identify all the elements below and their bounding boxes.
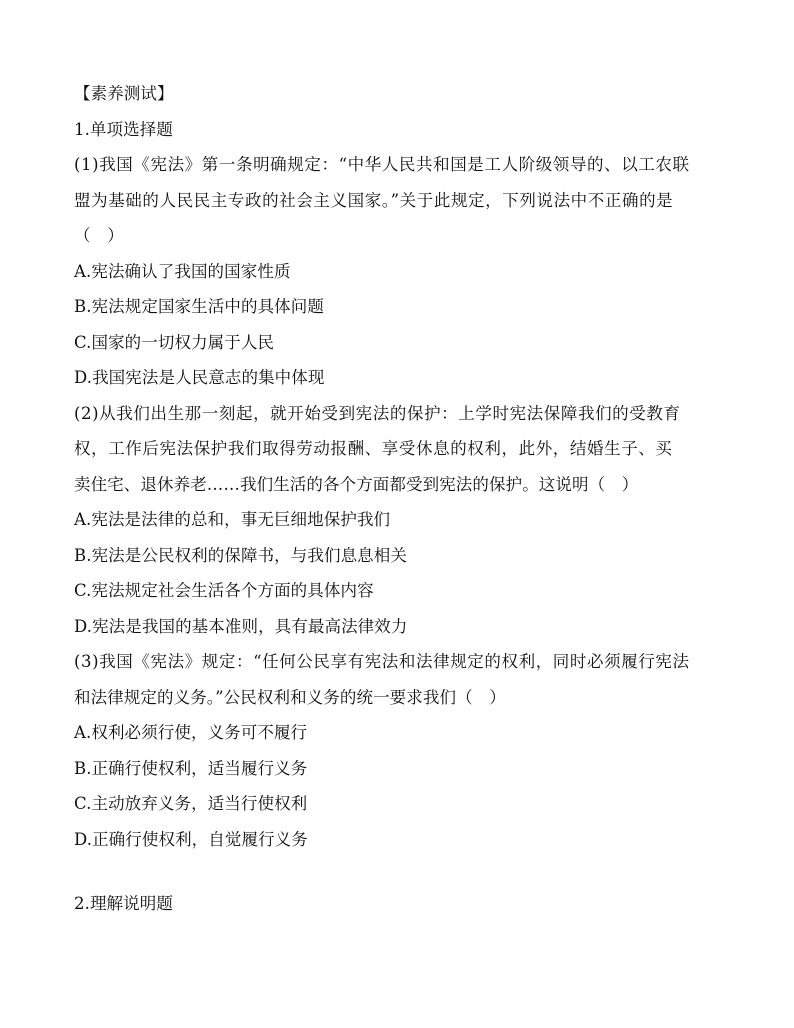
question-1-stem-line-3: （ ） <box>74 226 124 245</box>
question-2-option-b: B.宪法是公民权利的保障书，与我们息息相关 <box>74 545 407 565</box>
question-1-option-a: A.宪法确认了我国的国家性质 <box>74 261 291 281</box>
question-2-stem-line-3: 卖住宅、退休养老……我们生活的各个方面都受到宪法的保护。这说明（ ） <box>74 474 639 494</box>
question-1-option-d: D.我国宪法是人民意志的集中体现 <box>74 368 325 387</box>
question-1 <box>74 147 724 396</box>
question-3-option-d: D.正确行使权利，自觉履行义务 <box>74 829 308 849</box>
question-2-stem-line-2: 权，工作后宪法保护我们取得劳动报酬、享受休息的权利，此外，结婚生子、买 <box>74 439 673 458</box>
question-3 <box>74 644 724 857</box>
question-3-stem-line-2: 和法律规定的义务。”公民权利和义务的统一要求我们（ ） <box>74 687 506 707</box>
question-2-option-c: C.宪法规定社会生活各个方面的具体内容 <box>74 581 374 600</box>
question-2-stem-line-1: (2)从我们出生那一刻起，就开始受到宪法的保护：上学时宪法保障我们的受教育 <box>74 403 681 423</box>
question-1-option-b: B.宪法规定国家生活中的具体问题 <box>74 297 324 316</box>
question-1-option-c: C.国家的一切权力属于人民 <box>74 332 275 352</box>
question-3-option-b: B.正确行使权利，适当履行义务 <box>74 758 308 778</box>
section-heading: 【素养测试】 <box>74 84 174 103</box>
question-2 <box>74 396 724 645</box>
question-1-stem-line-1: (1)我国《宪法》第一条明确规定：“中华人民共和国是工人阶级领导的、以工农联 <box>74 155 690 174</box>
question-3-option-c: C.主动放弃义务，适当行使权利 <box>74 794 308 813</box>
question-3-stem-line-1: (3)我国《宪法》规定：“任何公民享有宪法和法律规定的权利，同时必须履行宪法 <box>74 652 690 671</box>
question-3-option-a: A.权利必须行使，义务可不履行 <box>74 723 308 742</box>
question-1-stem-line-2: 盟为基础的人民民主专政的社会主义国家。”关于此规定，下列说法中不正确的是 <box>74 190 674 210</box>
document-page <box>74 76 724 922</box>
question-2-option-a: A.宪法是法律的总和，事无巨细地保护我们 <box>74 510 391 529</box>
section-spacer <box>74 857 724 886</box>
section-1-title: 1.单项选择题 <box>74 119 173 139</box>
question-2-option-d: D.宪法是我国的基本准则，具有最高法律效力 <box>74 616 408 636</box>
section-2-title: 2.理解说明题 <box>74 894 173 913</box>
